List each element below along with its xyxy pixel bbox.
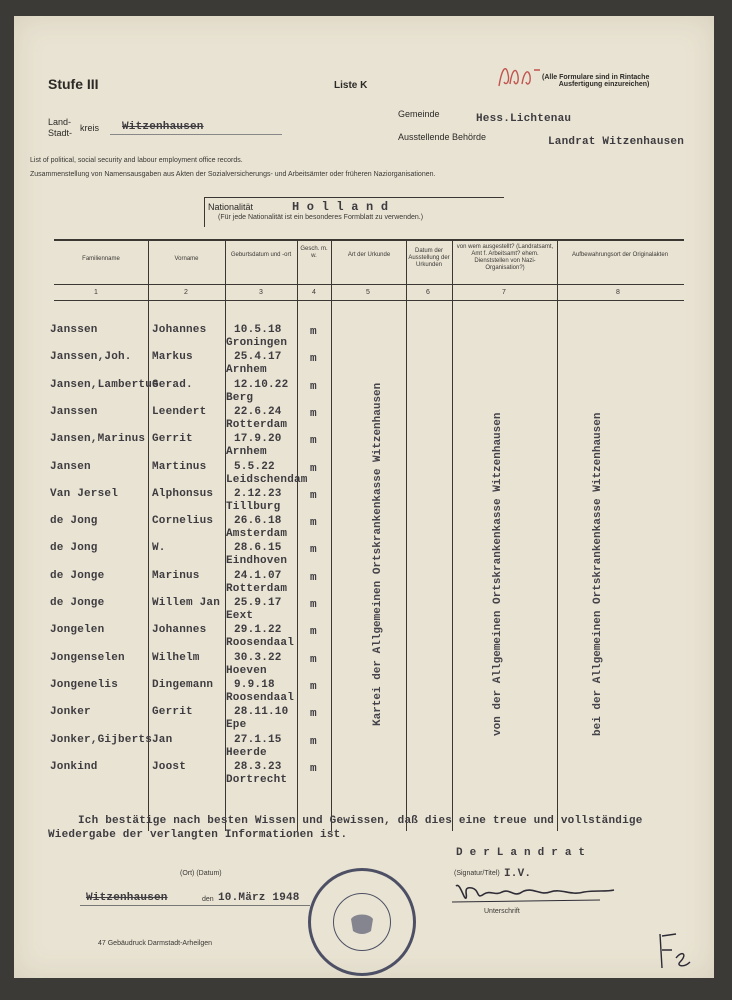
iv-label: I.V. bbox=[504, 868, 532, 880]
gemeinde-value: Hess.Lichtenau bbox=[476, 113, 572, 125]
col-header-7: von wem ausgestellt? (Landratsamt, Amt f. Arbeitsamt? ehem. Dienststellen von Nazi-Organisation?) bbox=[456, 244, 554, 271]
row-surname: Janssen bbox=[50, 405, 98, 418]
col8-vertical-text: bei der Allgemeinen Ortskrankenkasse Witzenhausen bbox=[592, 412, 604, 736]
stamp-emblem bbox=[311, 871, 413, 973]
row-surname: Jongenelis bbox=[50, 678, 119, 691]
row-sex: m bbox=[310, 489, 317, 502]
row-sex: m bbox=[310, 680, 317, 693]
german-description: Zusammenstellung von Namensausgaben aus Akten der Sozialversicherungs- und Arbeitsämter oder früheren Naziorganisationen. bbox=[30, 171, 436, 178]
row-surname: de Jonge bbox=[50, 597, 105, 609]
nationalitaet-note: (Für jede Nationalität ist ein besonderes Formblatt zu verwenden.) bbox=[218, 214, 424, 221]
signature bbox=[450, 878, 620, 908]
row-sex: m bbox=[310, 462, 317, 475]
ort-datum-label: (Ort) (Datum) bbox=[180, 870, 222, 877]
unterschrift-label: Unterschrift bbox=[484, 908, 520, 915]
row-firstname: Leendert bbox=[152, 405, 207, 418]
behoerde-label: Ausstellende Behörde bbox=[398, 132, 487, 142]
row-firstname: Joost bbox=[152, 760, 187, 773]
note-line-1: (Alle Formulare sind in Rintache bbox=[542, 74, 650, 81]
row-birthplace: Arnhem bbox=[226, 446, 267, 459]
row-birthplace: Roosendaal bbox=[226, 691, 295, 704]
row-birthdate: 10.5.18 bbox=[234, 324, 282, 336]
row-birthplace: Amsterdam bbox=[226, 528, 288, 541]
row-surname: Jansen,Lambertus bbox=[50, 378, 159, 391]
row-firstname: W. bbox=[152, 542, 166, 555]
col-header-5: Art der Urkunde bbox=[347, 252, 391, 258]
landrat-signoff: D e r L a n d r a t bbox=[456, 847, 586, 859]
row-sex: m bbox=[310, 353, 317, 366]
note-line-2: Ausfertigung einzureichen) bbox=[558, 81, 650, 88]
row-surname: Jonker bbox=[50, 706, 91, 719]
certification-line-1: Ich bestätige nach besten Wissen und Gewissen, daß dies eine treue und vollständige bbox=[78, 815, 643, 827]
behoerde-value: Landrat Witzenhausen bbox=[548, 136, 685, 148]
row-sex: m bbox=[310, 544, 317, 557]
row-sex: m bbox=[310, 708, 317, 721]
kreis-underline bbox=[110, 134, 282, 135]
row-birthplace: Rotterdam bbox=[226, 582, 288, 595]
row-birthdate: 5.5.22 bbox=[234, 460, 275, 473]
row-birthdate: 28.6.15 bbox=[234, 542, 282, 555]
row-birthplace: Groningen bbox=[226, 337, 288, 349]
official-stamp bbox=[308, 868, 416, 976]
col5-vertical-text: Kartei der Allgemeinen Ortskrankenkasse Witzenhausen bbox=[372, 382, 384, 726]
row-birthplace: Roosendaal bbox=[226, 637, 295, 650]
col-divider-3 bbox=[297, 241, 298, 831]
row-birthdate: 9.9.18 bbox=[234, 678, 275, 691]
row-birthplace: Arnhem bbox=[226, 364, 267, 377]
document-sheet bbox=[14, 16, 714, 978]
row-birthdate: 24.1.07 bbox=[234, 569, 282, 582]
row-birthplace: Leidschendam bbox=[226, 473, 308, 486]
col-divider-7 bbox=[557, 241, 558, 831]
land-label: Land- bbox=[48, 117, 72, 127]
col-number-7: 7 bbox=[502, 289, 506, 296]
row-birthplace: Epe bbox=[226, 719, 247, 732]
signatur-label: (Signatur/Titel) bbox=[454, 870, 500, 877]
row-birthplace: Eext bbox=[226, 610, 254, 622]
col-header-2: Vorname bbox=[174, 256, 199, 262]
row-firstname: Willem Jan bbox=[152, 597, 221, 609]
den-label: den bbox=[202, 896, 214, 903]
col-divider-5 bbox=[406, 241, 407, 831]
col-header-6: Datum der Ausstellung der Urkunden bbox=[408, 248, 450, 268]
row-birthdate: 28.3.23 bbox=[234, 760, 282, 773]
row-birthdate: 29.1.22 bbox=[234, 624, 282, 637]
nat-box-left bbox=[204, 197, 205, 227]
row-surname: Janssen bbox=[50, 324, 98, 336]
row-sex: m bbox=[310, 435, 317, 448]
row-firstname: Jan bbox=[152, 733, 173, 746]
row-sex: m bbox=[310, 599, 317, 611]
row-firstname: Dingemann bbox=[152, 678, 214, 691]
row-sex: m bbox=[310, 380, 317, 393]
col-header-3: Geburtsdatum und -ort bbox=[230, 252, 292, 258]
row-birthdate: 26.6.18 bbox=[234, 515, 282, 528]
row-birthdate: 25.4.17 bbox=[234, 351, 282, 364]
row-birthdate: 25.9.17 bbox=[234, 597, 282, 609]
row-birthplace: Hoeven bbox=[226, 664, 267, 677]
row-birthdate: 27.1.15 bbox=[234, 733, 282, 746]
kreis-value: Witzenhausen bbox=[122, 121, 204, 133]
col-number-4: 4 bbox=[312, 289, 316, 296]
liste-label: Liste K bbox=[334, 80, 368, 91]
stadt-label: Stadt- bbox=[48, 128, 73, 138]
row-firstname: Martinus bbox=[152, 460, 207, 473]
col-number-5: 5 bbox=[366, 289, 370, 296]
english-description: List of political, social security and labour employment office records. bbox=[30, 157, 243, 164]
row-birthdate: 30.3.22 bbox=[234, 651, 282, 664]
date-value: 10.März 1948 bbox=[218, 892, 300, 904]
col-number-6: 6 bbox=[426, 289, 430, 296]
row-birthdate: 22.6.24 bbox=[234, 405, 282, 418]
stufe-title: Stufe III bbox=[48, 76, 99, 92]
col-number-3: 3 bbox=[259, 289, 263, 296]
row-surname: Jansen,Marinus bbox=[50, 433, 146, 446]
row-firstname: Johannes bbox=[152, 624, 207, 637]
nationalitaet-label: Nationalität bbox=[208, 202, 254, 212]
row-birthdate: 28.11.10 bbox=[234, 706, 289, 719]
row-sex: m bbox=[310, 407, 317, 420]
row-firstname: Gerrit bbox=[152, 433, 193, 446]
row-birthdate: 17.9.20 bbox=[234, 433, 282, 446]
row-firstname: Gerad. bbox=[152, 378, 193, 391]
col-number-1: 1 bbox=[94, 289, 98, 296]
row-firstname: Cornelius bbox=[152, 515, 214, 528]
place-underline bbox=[80, 905, 310, 906]
row-birthdate: 2.12.23 bbox=[234, 487, 282, 500]
row-firstname: Marinus bbox=[152, 569, 200, 582]
row-surname: Janssen,Joh. bbox=[50, 351, 132, 364]
kreis-label: kreis bbox=[80, 123, 100, 133]
row-firstname: Wilhelm bbox=[152, 651, 200, 664]
row-birthdate: 12.10.22 bbox=[234, 378, 289, 391]
place-value: Witzenhausen bbox=[86, 892, 168, 904]
row-birthplace: Dortrecht bbox=[226, 773, 288, 786]
handwritten-initials bbox=[654, 928, 694, 972]
row-sex: m bbox=[310, 326, 317, 338]
col-number-8: 8 bbox=[616, 289, 620, 296]
col-divider-4 bbox=[331, 241, 332, 831]
row-surname: Jongelen bbox=[50, 624, 105, 637]
row-sex: m bbox=[310, 653, 317, 666]
col7-vertical-text: von der Allgemeinen Ortskrankenkasse Witzenhausen bbox=[492, 412, 504, 736]
row-firstname: Markus bbox=[152, 351, 193, 364]
row-sex: m bbox=[310, 735, 317, 748]
gemeinde-label: Gemeinde bbox=[398, 109, 440, 119]
certification-line-2: Wiedergabe der verlangten Informationen ist. bbox=[48, 829, 348, 841]
row-birthplace: Heerde bbox=[226, 746, 267, 759]
row-sex: m bbox=[310, 762, 317, 775]
row-sex: m bbox=[310, 517, 317, 530]
row-surname: Jansen bbox=[50, 460, 91, 473]
row-surname: Jonker,Gijberts bbox=[50, 733, 153, 746]
row-surname: de Jong bbox=[50, 542, 98, 555]
row-sex: m bbox=[310, 626, 317, 639]
row-birthplace: Tillburg bbox=[226, 500, 281, 513]
row-birthplace: Eindhoven bbox=[226, 555, 288, 568]
col-number-2: 2 bbox=[184, 289, 188, 296]
row-surname: de Jonge bbox=[50, 569, 105, 582]
nationalitaet-value: H o l l a n d bbox=[292, 200, 389, 214]
printer-imprint: 47 Gebäudruck Darmstadt-Arheilgen bbox=[98, 940, 213, 947]
col-divider-6 bbox=[452, 241, 453, 831]
row-surname: Jongenselen bbox=[50, 651, 125, 664]
row-surname: Van Jersel bbox=[50, 487, 119, 500]
col-header-8: Aufbewahrungsort der Originalakten bbox=[571, 252, 669, 258]
red-pencil-mark bbox=[496, 62, 544, 92]
row-birthplace: Berg bbox=[226, 391, 254, 404]
nat-box-top bbox=[204, 197, 504, 198]
row-birthplace: Rotterdam bbox=[226, 418, 288, 431]
instruction-note bbox=[542, 74, 649, 88]
col-header-4: Gesch. m. w. bbox=[300, 246, 328, 259]
row-firstname: Gerrit bbox=[152, 706, 193, 719]
row-surname: Jonkind bbox=[50, 760, 98, 773]
row-firstname: Johannes bbox=[152, 324, 207, 336]
row-firstname: Alphonsus bbox=[152, 487, 214, 500]
row-sex: m bbox=[310, 571, 317, 584]
col-header-1: Familienname bbox=[82, 256, 120, 262]
row-surname: de Jong bbox=[50, 515, 98, 528]
